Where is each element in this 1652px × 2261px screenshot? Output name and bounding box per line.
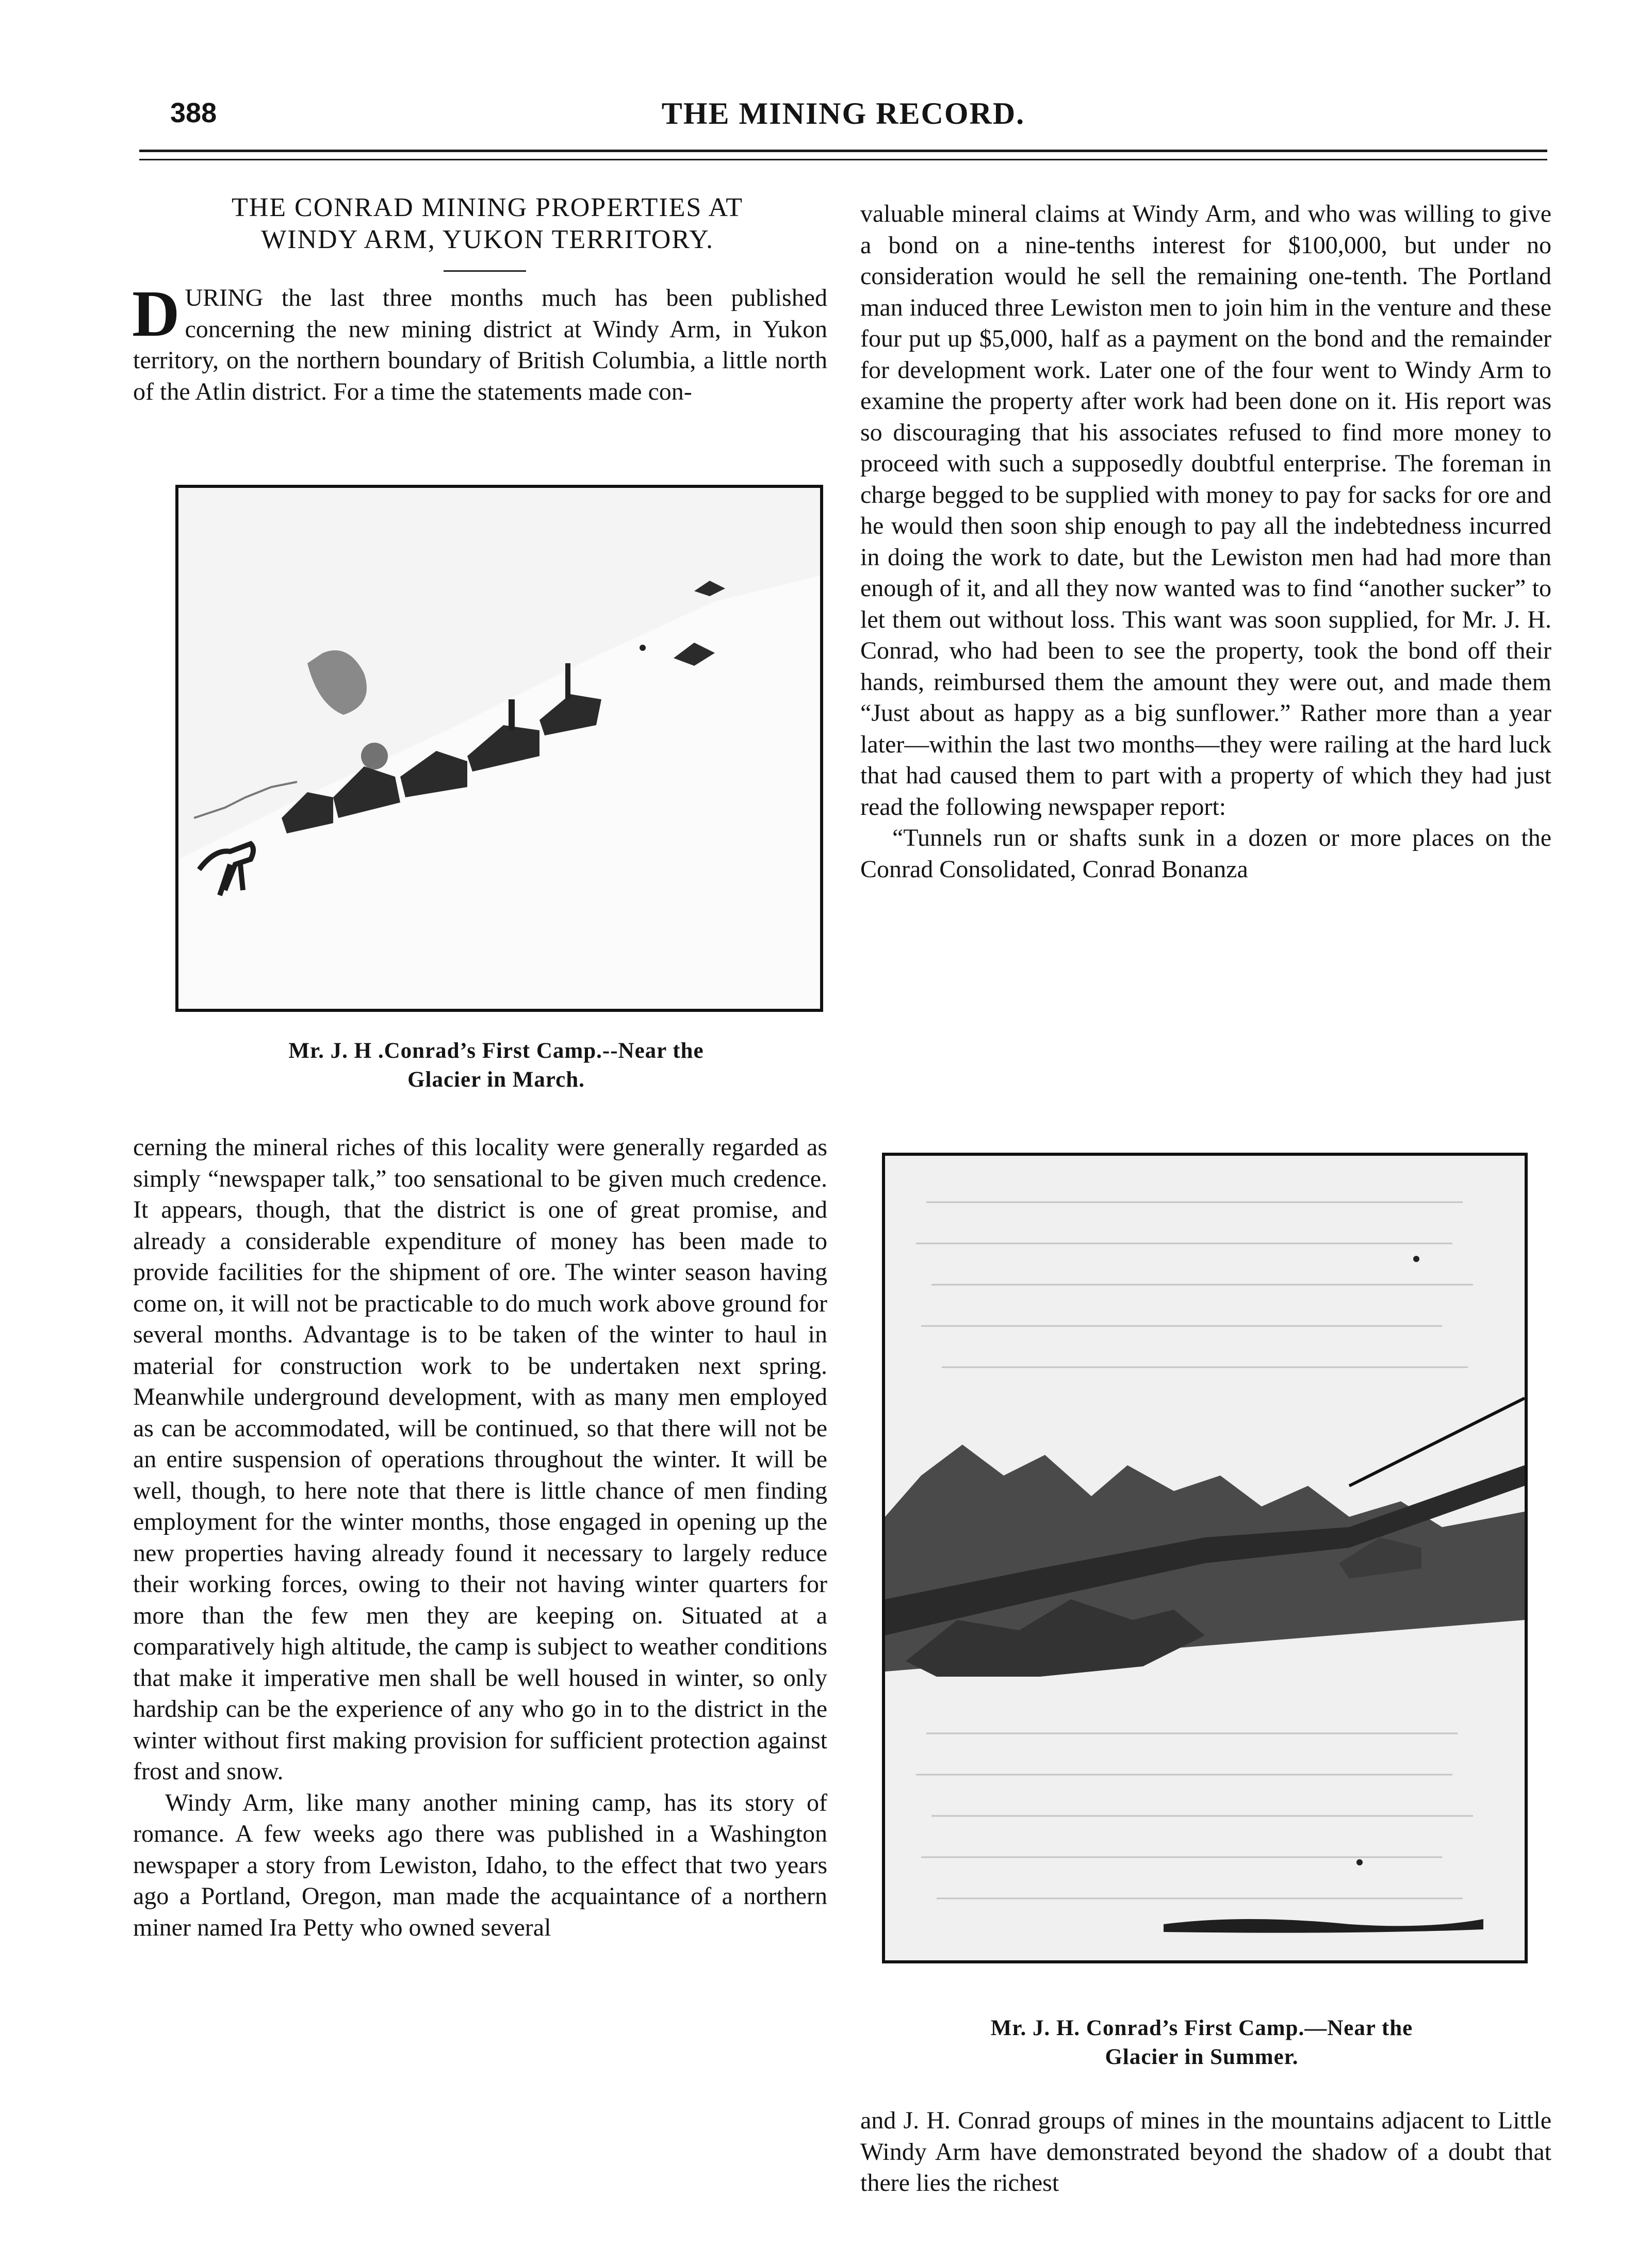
intro-text: URING the last three months much has been published concerning the new mining district at Windy Arm, in Yukon territory, on the northern boundary of British Columbia, a little north of the Atlin district. For a time the statements made con-: [133, 284, 827, 405]
paragraph-mineral-riches: cerning the mineral riches of this locality were generally regarded as simply “newspaper talk,” too sensational to be given much credence. It appears, though, that the district is one of great promise, and already a considerable expenditure of money has been made to provide facilities for the shipment of ore. The winter season having come on, it will not be practicable to do much work above ground for several months. Advantage is to be taken of the winter to haul in material for construction work to be undertaken next spring. Meanwhile underground development, with as many men employed as can be accommodated, will be continued, so that there will not be an entire suspension of operations throughout the winter. It will be well, though, to here note that there is little chance of men finding employment for the winter months, those engaged in opening up the new properties having already found it necessary to largely reduce their working forces, owing to their not having winter quarters for more than the few men they are keeping on. Situated at a comparatively high altitude, the camp is subject to weather conditions that make it imperative men shall be well housed in winter, so only hardship can be the experience of any who go in to the district in the winter without first making provision for sufficient protection against frost and snow.: [133, 1134, 827, 1785]
intro-paragraph: [132, 277, 827, 407]
figure1-photo: [175, 485, 823, 1012]
figure2-caption-line1: Mr. J. H. Conrad’s First Camp.—Near the: [990, 2016, 1413, 2040]
summer-camp-image: [885, 1156, 1525, 1960]
article-title-line1: THE CONRAD MINING PROPERTIES AT: [231, 193, 744, 222]
article-title-line2: WINDY ARM, YUKON TERRITORY.: [261, 225, 714, 254]
figure1-caption-line2: Glacier in March.: [407, 1068, 585, 1092]
header-rule-thin: [139, 159, 1547, 160]
running-header: [139, 88, 1547, 144]
column-left-intro: [132, 277, 827, 407]
column-left-lower: [133, 1132, 827, 1943]
figure2-photo: [882, 1153, 1528, 1963]
drop-cap: D: [132, 277, 180, 350]
article-title: [170, 192, 805, 256]
page-number: 388: [170, 97, 217, 128]
column-right-upper: [860, 199, 1551, 885]
figure2-caption: [882, 2014, 1522, 2072]
journal-title: THE MINING RECORD.: [661, 96, 1025, 130]
winter-camp-image: [178, 488, 820, 1009]
header-rule-thick: [139, 150, 1547, 152]
paragraph-valuable-claims: valuable mineral claims at Windy Arm, and who was willing to give a bond on a nine-tenths interest for $100,000, but under no consideration would he sell the remaining one-tenth. The Portland man induced three Lewiston men to join him in the venture and these four put up $5,000, half as a payment on the bond and the remainder for development work. Later one of the four went to Windy Arm to examine the property after work had been done on it. His report was so discouraging that his associates refused to find more money to proceed with such a supposedly doubtful enterprise. The foreman in charge begged to be supplied with money to pay for sacks for ore and he would then soon ship enough to pay all the indebtedness incurred in doing the work to date, but the Lewiston men had had more than enough of it, and all they now wanted was to find “another sucker” to let them out without loss. This want was soon supplied, for Mr. J. H. Conrad, who had been to see the property, took the bond off their hands, reimbursed them the amount they were out, and made them “Just about as happy as a big sunflower.” Rather more than a year later—within the last two months—they were railing at the hard luck that had caused them to part with a property of which they had just read the following newspaper report:: [860, 200, 1551, 821]
paragraph-newspaper-report: “Tunnels run or shafts sunk in a dozen or more places on the Conrad Consolidated, Conrad Bonanza: [860, 824, 1551, 883]
column-right-lower: [860, 2105, 1551, 2199]
figure1-caption: [175, 1037, 817, 1094]
paragraph-windy-arm-romance: Windy Arm, like many another mining camp, has its story of romance. A few weeks ago there was published in a Washington newspaper a story from Lewiston, Idaho, to the effect that two years ago a Portland, Oregon, man made the acquaintance of a northern miner named Ira Petty who owned several: [133, 1789, 827, 1941]
title-divider: [444, 270, 526, 272]
paragraph-mines-continued: and J. H. Conrad groups of mines in the mountains adjacent to Little Windy Arm have demonstrated beyond the shadow of a doubt that there lies the richest: [860, 2107, 1551, 2197]
figure1-caption-line1: Mr. J. H .Conrad’s First Camp.--Near the: [288, 1039, 704, 1063]
figure2-caption-line2: Glacier in Summer.: [1105, 2045, 1299, 2069]
